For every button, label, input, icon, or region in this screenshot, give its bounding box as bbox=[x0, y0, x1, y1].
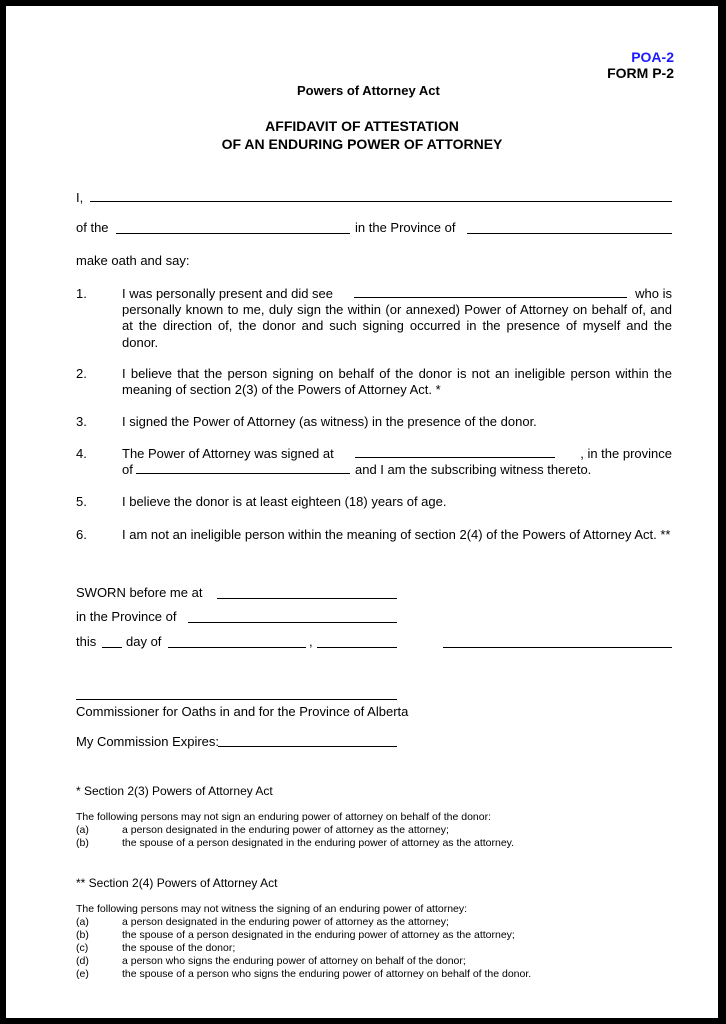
document-page bbox=[6, 6, 718, 1018]
sworn-province-field[interactable] bbox=[188, 622, 397, 623]
footnote-2-e-text: the spouse of a person who signs the enduring power of attorney on behalf of the donor. bbox=[122, 968, 532, 980]
this-label: this bbox=[76, 634, 97, 649]
item-5-number: 5. bbox=[76, 494, 87, 509]
sworn-place-field[interactable] bbox=[217, 598, 397, 599]
item-4-part4: and I am the subscribing witness thereto. bbox=[355, 462, 592, 477]
form-title-line2: OF AN ENDURING POWER OF ATTORNEY bbox=[221, 136, 503, 152]
province-label: in the Province of bbox=[355, 220, 456, 235]
donor-name-field[interactable] bbox=[354, 297, 627, 298]
item-2-text: I believe that the person signing on behalf of the donor is not an ineligible person within the meaning of section 2(3) of the Powers of Attorney Act. * bbox=[122, 366, 672, 398]
item-1-part2: who is bbox=[635, 286, 672, 301]
day-field[interactable] bbox=[102, 647, 122, 648]
item-6-number: 6. bbox=[76, 527, 87, 542]
footnote-1-heading: * Section 2(3) Powers of Attorney Act bbox=[76, 784, 273, 798]
footnote-1-intro: The following persons may not sign an enduring power of attorney on behalf of the donor: bbox=[76, 811, 492, 823]
deponent-location-field[interactable] bbox=[116, 233, 350, 234]
item-1-number: 1. bbox=[76, 286, 87, 301]
item-5-text: I believe the donor is at least eighteen (18) years of age. bbox=[122, 494, 447, 509]
commission-expires-label: My Commission Expires: bbox=[76, 734, 220, 749]
form-code: POA-2 bbox=[631, 49, 674, 65]
footnote-2-a-text: a person designated in the enduring power of attorney as the attorney; bbox=[122, 916, 449, 928]
item-3-text: I signed the Power of Attorney (as witness) in the presence of the donor. bbox=[122, 414, 537, 429]
item-4-part2: , in the province bbox=[580, 446, 672, 461]
of-the-label: of the bbox=[76, 220, 109, 235]
year-field[interactable] bbox=[317, 647, 397, 648]
footnote-1-a-text: a person designated in the enduring power of attorney as the attorney; bbox=[122, 824, 449, 836]
sworn-province-label: in the Province of bbox=[76, 609, 177, 624]
deponent-name-field[interactable] bbox=[90, 201, 672, 202]
commission-expiry-field[interactable] bbox=[218, 746, 397, 747]
day-of-label: day of bbox=[126, 634, 162, 649]
commissioner-signature-field[interactable] bbox=[76, 699, 397, 700]
form-number: FORM P-2 bbox=[607, 65, 674, 81]
footnote-2-b-label: (b) bbox=[76, 929, 89, 941]
item-4-part1: The Power of Attorney was signed at bbox=[122, 446, 334, 461]
item-1-rest: personally known to me, duly sign the within (or annexed) Power of Attorney on behalf of, and at the direction of, the donor and such signing occurred in the presence of myself and the donor. bbox=[122, 302, 672, 350]
footnote-2-d-label: (d) bbox=[76, 955, 89, 967]
commissioner-label: Commissioner for Oaths in and for the Province of Alberta bbox=[76, 704, 409, 719]
form-title-line1: AFFIDAVIT OF ATTESTATION bbox=[265, 118, 459, 134]
item-6-text: I am not an ineligible person within the meaning of section 2(4) of the Powers of Attorney Act. ** bbox=[122, 527, 671, 542]
footnote-1-b-text: the spouse of a person designated in the enduring power of attorney as the attorney. bbox=[122, 837, 515, 849]
i-label: I, bbox=[76, 190, 84, 205]
footnote-2-b-text: the spouse of a person designated in the enduring power of attorney as the attorney; bbox=[122, 929, 515, 941]
month-field[interactable] bbox=[168, 647, 306, 648]
footnote-2-intro: The following persons may not witness the signing of an enduring power of attorney: bbox=[76, 903, 468, 915]
act-name: Powers of Attorney Act bbox=[297, 83, 440, 98]
make-oath-text: make oath and say: bbox=[76, 253, 190, 268]
item-1-part1: I was personally present and did see bbox=[122, 286, 334, 301]
footnote-2-c-label: (c) bbox=[76, 942, 89, 954]
footnote-2-e-label: (e) bbox=[76, 968, 89, 980]
footnote-1-a-label: (a) bbox=[76, 824, 89, 836]
item-4-part3: of bbox=[122, 462, 133, 477]
signing-province-field[interactable] bbox=[136, 473, 350, 474]
footnote-2-c-text: the spouse of the donor; bbox=[122, 942, 236, 954]
footnote-2-d-text: a person who signs the enduring power of attorney on behalf of the donor; bbox=[122, 955, 466, 967]
item-3-number: 3. bbox=[76, 414, 87, 429]
footnote-2-heading: ** Section 2(4) Powers of Attorney Act bbox=[76, 876, 278, 890]
signing-place-field[interactable] bbox=[355, 457, 555, 458]
deponent-signature-field[interactable] bbox=[443, 647, 672, 648]
sworn-at-label: SWORN before me at bbox=[76, 585, 203, 600]
footnote-2-a-label: (a) bbox=[76, 916, 89, 928]
date-comma: , bbox=[309, 634, 313, 649]
deponent-province-field[interactable] bbox=[467, 233, 672, 234]
item-4-number: 4. bbox=[76, 446, 87, 461]
item-2-number: 2. bbox=[76, 366, 87, 381]
footnote-1-b-label: (b) bbox=[76, 837, 89, 849]
